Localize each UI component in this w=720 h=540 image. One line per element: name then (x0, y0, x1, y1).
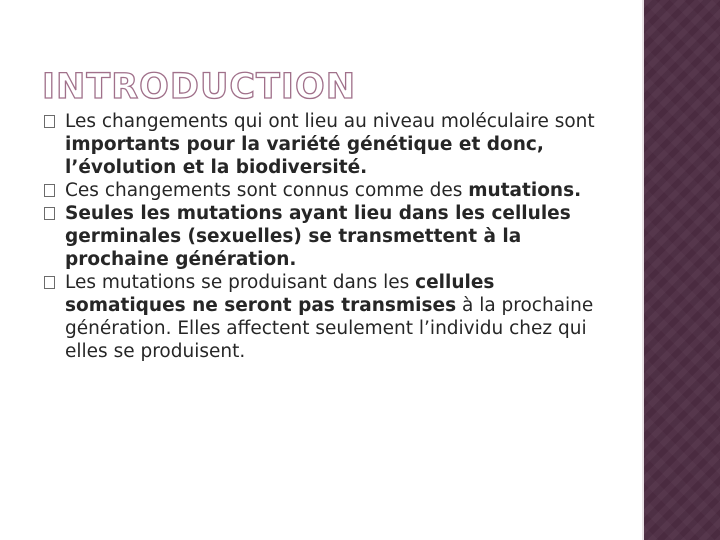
bullet-box-icon (44, 207, 55, 220)
bullet-text-bold: mutations. (468, 180, 582, 201)
bullet-item-2 (44, 179, 614, 202)
slide-title: INTRODUCTION (42, 67, 356, 107)
bullet-box-icon (44, 115, 55, 128)
sidebar-texture (644, 0, 720, 540)
bullet-item-3 (44, 202, 614, 271)
bullet-text-bold: cellules somatiques ne seront pas transmises (65, 272, 495, 316)
bullet-text: Ces changements sont connus comme des (65, 180, 469, 201)
bullet-text-bold: Seules les mutations ayant lieu dans les cellules germinales (sexuelles) se transmettent à la prochaine génération. (65, 203, 571, 270)
decorative-sidebar (642, 0, 720, 540)
bullet-text: Les changements qui ont lieu au niveau moléculaire sont (65, 111, 595, 132)
bullet-text-bold: importants pour la variété génétique et donc, l’évolution et la biodiversité. (65, 134, 544, 178)
bullet-text: à la prochaine génération. Elles affectent seulement l’individu chez qui elles se produisent. (65, 295, 594, 362)
bullet-box-icon (44, 276, 55, 289)
bullet-box-icon (44, 184, 55, 197)
bullet-list (44, 110, 614, 363)
bullet-item-1 (44, 110, 614, 179)
bullet-item-4 (44, 271, 614, 363)
bullet-text: Les mutations se produisant dans les (65, 272, 416, 293)
